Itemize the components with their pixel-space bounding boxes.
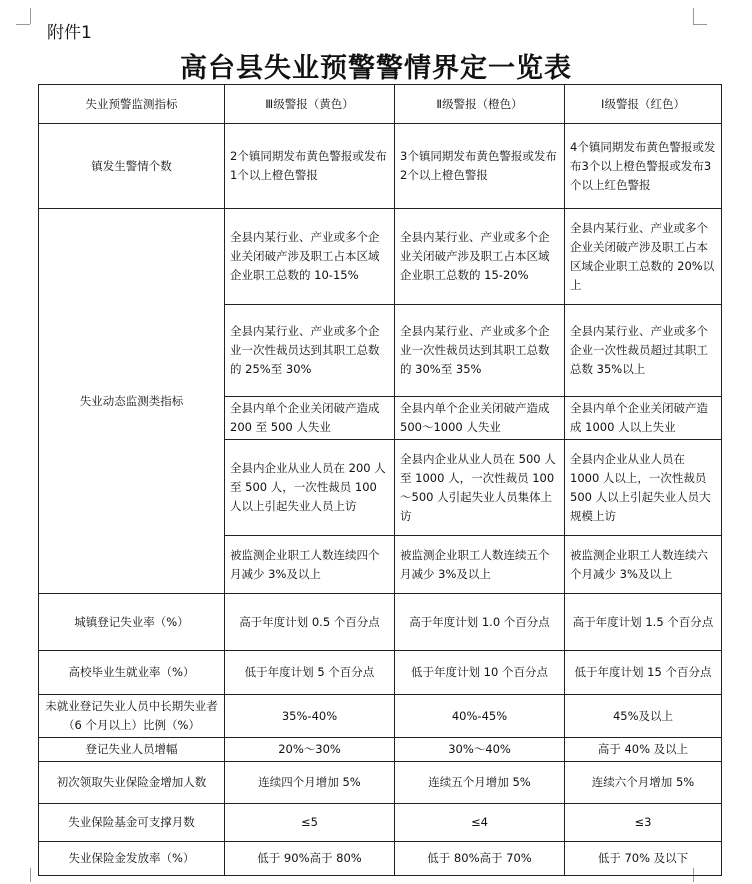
indicator-cell: 失业动态监测类指标 bbox=[39, 209, 225, 594]
level-1-cell: 低于年度计划 15 个百分点 bbox=[565, 651, 722, 695]
level-3-cell: 全县内某行业、产业或多个企业一次性裁员达到其职工总数的 25%至 30% bbox=[225, 305, 395, 397]
indicator-cell: 高校毕业生就业率（%） bbox=[39, 651, 225, 695]
table-row bbox=[39, 209, 722, 305]
level-3-cell: 全县内某行业、产业或多个企业关闭破产涉及职工占本区域企业职工总数的 10-15% bbox=[225, 209, 395, 305]
table-row bbox=[39, 738, 722, 762]
level-2-cell: ≤4 bbox=[395, 804, 565, 842]
table-row bbox=[39, 804, 722, 842]
header-level-1: Ⅰ级警报（红色） bbox=[565, 85, 722, 124]
table-row bbox=[39, 651, 722, 695]
level-3-cell: 低于年度计划 5 个百分点 bbox=[225, 651, 395, 695]
warning-table bbox=[38, 84, 722, 876]
header-row bbox=[39, 85, 722, 124]
indicator-cell: 登记失业人员增幅 bbox=[39, 738, 225, 762]
header-level-3: Ⅲ级警报（黄色） bbox=[225, 85, 395, 124]
level-1-cell: 被监测企业职工人数连续六个月减少 3%及以上 bbox=[565, 536, 722, 594]
level-1-cell: 低于 70% 及以下 bbox=[565, 842, 722, 876]
table-row bbox=[39, 124, 722, 209]
level-2-cell: 低于 80%高于 70% bbox=[395, 842, 565, 876]
level-2-cell: 30%～40% bbox=[395, 738, 565, 762]
level-1-cell: 全县内企业从业人员在 1000 人以上，一次性裁员 500 人以上引起失业人员大规模上访 bbox=[565, 440, 722, 536]
level-2-cell: 低于年度计划 10 个百分点 bbox=[395, 651, 565, 695]
table-row bbox=[39, 762, 722, 804]
level-2-cell: 连续五个月增加 5% bbox=[395, 762, 565, 804]
crop-mark bbox=[16, 24, 30, 25]
level-2-cell: 全县内某行业、产业或多个企业关闭破产涉及职工占本区域企业职工总数的 15-20% bbox=[395, 209, 565, 305]
level-2-cell: 被监测企业职工人数连续五个月减少 3%及以上 bbox=[395, 536, 565, 594]
level-2-cell: 全县内企业从业人员在 500 人至 1000 人，一次性裁员 100～500 人引起失业人员集体上访 bbox=[395, 440, 565, 536]
level-1-cell: 高于 40% 及以上 bbox=[565, 738, 722, 762]
level-2-cell: 全县内某行业、产业或多个企业一次性裁员达到其职工总数的 30%至 35% bbox=[395, 305, 565, 397]
level-2-cell: 40%-45% bbox=[395, 695, 565, 738]
level-3-cell: 全县内企业从业人员在 200 人至 500 人，一次性裁员 100 人以上引起失业人员上访 bbox=[225, 440, 395, 536]
header-indicator: 失业预警监测指标 bbox=[39, 85, 225, 124]
indicator-cell: 失业保险金发放率（%） bbox=[39, 842, 225, 876]
level-1-cell: 全县内某行业、产业或多个企业一次性裁员超过其职工总数 35%以上 bbox=[565, 305, 722, 397]
crop-mark bbox=[30, 8, 31, 24]
level-3-cell: 低于 90%高于 80% bbox=[225, 842, 395, 876]
indicator-cell: 城镇登记失业率（%） bbox=[39, 594, 225, 651]
table-row bbox=[39, 594, 722, 651]
indicator-cell: 未就业登记失业人员中长期失业者（6 个月以上）比例（%） bbox=[39, 695, 225, 738]
document-title: 高台县失业预警警情界定一览表 bbox=[180, 53, 572, 84]
indicator-cell: 初次领取失业保险金增加人数 bbox=[39, 762, 225, 804]
level-1-cell: 45%及以上 bbox=[565, 695, 722, 738]
level-3-cell: 全县内单个企业关闭破产造成 200 至 500 人失业 bbox=[225, 397, 395, 440]
crop-mark bbox=[30, 868, 31, 882]
level-2-cell: 全县内单个企业关闭破产造成 500～1000 人失业 bbox=[395, 397, 565, 440]
level-3-cell: ≤5 bbox=[225, 804, 395, 842]
header-level-2: Ⅱ级警报（橙色） bbox=[395, 85, 565, 124]
level-1-cell: 全县内单个企业关闭破产造成 1000 人以上失业 bbox=[565, 397, 722, 440]
table-row bbox=[39, 695, 722, 738]
level-3-cell: 连续四个月增加 5% bbox=[225, 762, 395, 804]
indicator-cell: 镇发生警情个数 bbox=[39, 124, 225, 209]
level-3-cell: 高于年度计划 0.5 个百分点 bbox=[225, 594, 395, 651]
attachment-label: 附件1 bbox=[47, 23, 92, 43]
level-3-cell: 35%-40% bbox=[225, 695, 395, 738]
indicator-cell: 失业保险基金可支撑月数 bbox=[39, 804, 225, 842]
level-3-cell: 20%～30% bbox=[225, 738, 395, 762]
level-2-cell: 3个镇同期发布黄色警报或发布2个以上橙色警报 bbox=[395, 124, 565, 209]
level-1-cell: ≤3 bbox=[565, 804, 722, 842]
level-3-cell: 2个镇同期发布黄色警报或发布1个以上橙色警报 bbox=[225, 124, 395, 209]
level-2-cell: 高于年度计划 1.0 个百分点 bbox=[395, 594, 565, 651]
table-row bbox=[39, 842, 722, 876]
crop-mark bbox=[693, 24, 707, 25]
level-1-cell: 全县内某行业、产业或多个企业关闭破产涉及职工占本区域企业职工总数的 20%以上 bbox=[565, 209, 722, 305]
level-1-cell: 连续六个月增加 5% bbox=[565, 762, 722, 804]
crop-mark bbox=[693, 8, 694, 24]
level-1-cell: 高于年度计划 1.5 个百分点 bbox=[565, 594, 722, 651]
level-1-cell: 4个镇同期发布黄色警报或发布3个以上橙色警报或发布3个以上红色警报 bbox=[565, 124, 722, 209]
level-3-cell: 被监测企业职工人数连续四个月减少 3%及以上 bbox=[225, 536, 395, 594]
